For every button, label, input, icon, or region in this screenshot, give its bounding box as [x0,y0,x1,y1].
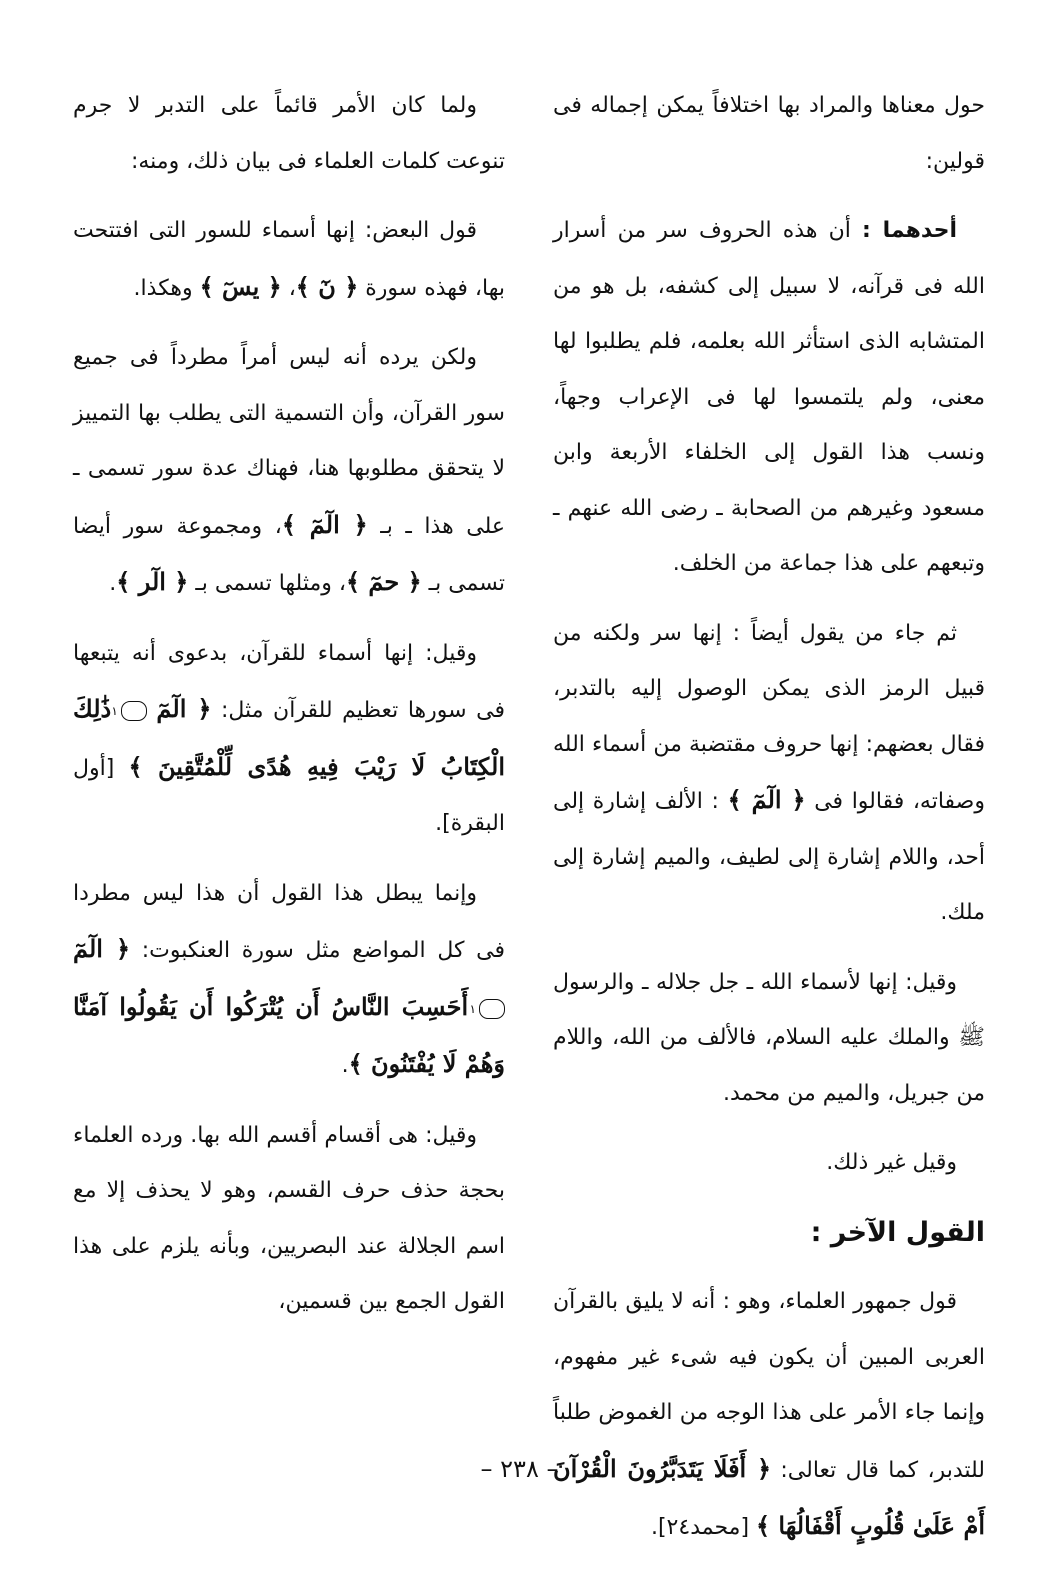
quran-quote: ﴿ نٓ ﴾ [295,271,359,301]
paragraph: ولكن يرده أنه ليس أمراً مطرداً فى جميع سور القرآن، وأن التسمية التى يطلب بها التمييز لا يتحقق مطلوبها هنا، فهناك عدة سور تسمى ـ على هذا ـ بـ ﴿ الٓمٓ ﴾، ومجموعة سور أيضا تسمى بـ ﴿ حمٓ ﴾، ومثلها تسمى بـ ﴿ الٓر ﴾. [73,345,505,596]
paragraph-lead: أحدهما : [862,218,958,243]
quran-quote: ﴿ يسٓ ﴾ [199,271,282,301]
ayah-number-icon: ١ [479,999,505,1019]
quran-quote: ﴿ الٓمٓ [156,694,212,723]
page-number: – ٢٣٨ – [480,1455,559,1483]
paragraph: ثم جاء من يقول أيضاً : إنها سر ولكنه من قبيل الرمز الذى يمكن الوصول إليه بالتدبر، فقال بعضهم: إنها حروف مقتضبة من أسماء الله وصفاته، فقالوا فى ﴿ الٓمٓ ﴾ : الألف إشارة إلى أحد، واللام إشارة إلى لطيف، والميم إشارة إلى ملك. [553,620,985,925]
paragraph: قول جمهور العلماء، وهو : أنه لا يليق بالقرآن العربى المبين أن يكون فيه شىء غير مفهوم، وإنما جاء الأمر على هذا الوجه من الغموض طلباً للتدبر، كما قال تعالى: ﴿ أَفَلَا يَتَدَبَّرُونَ الْقُرْآنَ أَمْ عَلَىٰ قُلُوبٍ أَقْفَالُهَا ﴾ [محمد٢٤]. [553,1289,985,1540]
quran-quote: ﴿ الٓمٓ ﴾ [281,509,368,539]
paragraph: ولما كان الأمر قائماً على التدبر لا جرم تنوعت كلمات العلماء فى بيان ذلك، ومنه: [73,93,505,174]
quran-quote: ﴿ الٓمٓ ﴾ [727,785,806,814]
quran-quote: ﴿ الٓر ﴾ [116,567,189,596]
paragraph: أحدهما : أن هذه الحروف سر من أسرار الله فى قرآنه، لا سبيل إلى كشفه، بل هو من المتشابه الذى استأثر الله بعلمه، فلم يطلبوا لها معنى، ولم يلتمسوا لها فى الإعراب وجهاً، ونسب هذا القول إلى الخلفاء الأربعة وابن مسعود وغيرهم من الصحابة ـ رضى الله عنهم ـ وتبعهم على هذا جماعة من الخلف. [553,218,985,576]
paragraph: قول البعض: إنها أسماء للسور التى افتتحت بها، فهذه سورة ﴿ نٓ ﴾، ﴿ يسٓ ﴾ وهكذا. [73,218,505,301]
section-heading: القول الآخر : [810,1216,985,1248]
paragraph: وقيل: إنها أسماء للقرآن، بدعوى أنه يتبعها فى سورها تعظيم للقرآن مثل: ﴿ الٓمٓ ١ ذَٰلِكَ الْكِتَابُ لَا رَيْبَ فِيهِ هُدًى لِّلْمُتَّقِينَ ﴾ [أول البقرة]. [73,640,506,836]
paragraph: وقيل: هى أقسام أقسم الله بها. ورده العلماء بحجة حذف حرف القسم، وهو لا يحذف إلا مع اسم الجلالة عند البصريين، وبأنه يلزم على هذا القول الجمع بين قسمين، [73,1122,505,1314]
paragraph: وإنما يبطل هذا القول أن هذا ليس مطردا فى كل المواضع مثل سورة العنكبوت: ﴿ الٓمٓ ١ أَحَسِبَ النَّاسُ أَن يُتْرَكُوا أَن يَقُولُوا آمَنَّا وَهُمْ لَا يُفْتَنُونَ ﴾. [73,880,505,1078]
quran-quote: أَحَسِبَ النَّاسُ أَن يُتْرَكُوا أَن يَقُولُوا آمَنَّا وَهُمْ لَا يُفْتَنُونَ ﴾ [73,991,505,1078]
paragraph: وقيل: إنها لأسماء الله ـ جل جلاله ـ والرسول ﷺ والملك عليه السلام، فالألف من الله، واللام من جبريل، والميم من محمد. [553,969,985,1106]
quran-quote: ﴿ حمٓ ﴾ [345,567,422,596]
right-column [553,78,985,1570]
left-column [73,78,505,1344]
quran-quote: ذَٰلِكَ الْكِتَابُ لَا رَيْبَ فِيهِ هُدًى لِّلْمُتَّقِينَ ﴾ [73,694,506,781]
quran-quote: ﴿ الٓمٓ [73,934,131,963]
quran-quote: ﴿ أَفَلَا يَتَدَبَّرُونَ الْقُرْآنَ أَمْ عَلَىٰ قُلُوبٍ أَقْفَالُهَا ﴾ [553,1453,985,1540]
paragraph: وقيل غير ذلك. [826,1150,957,1175]
ayah-number-icon: ١ [121,701,147,721]
paragraph: حول معناها والمراد بها اختلافاً يمكن إجماله فى قولين: [553,93,985,174]
